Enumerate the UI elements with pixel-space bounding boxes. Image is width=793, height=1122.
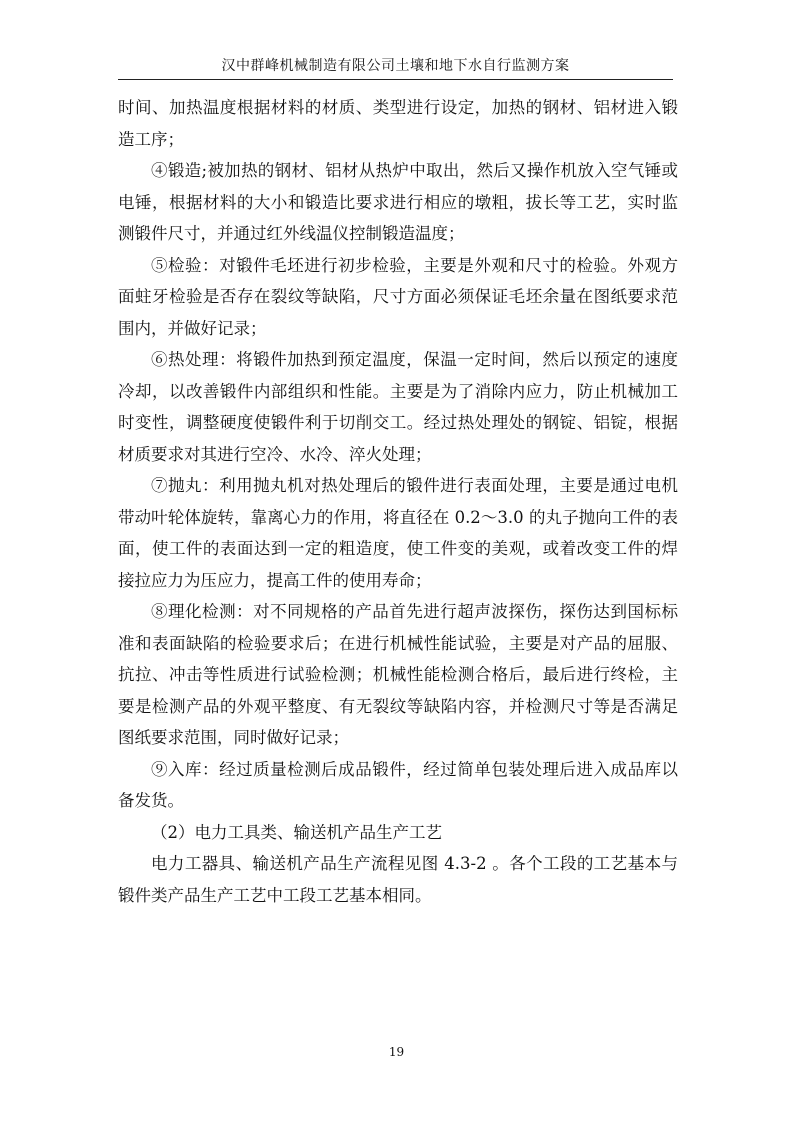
paragraph-continuation: 时间、加热温度根据材料的材质、类型进行设定，加热的钢材、铝材进入锻造工序； <box>118 98 678 149</box>
body-text <box>118 92 678 911</box>
section-heading: （2）电力工具类、输送机产品生产工艺 <box>151 822 442 842</box>
paragraph-shot-blasting: ⑦抛丸：利用抛丸机对热处理后的锻件进行表面处理，主要是通过电机带动叶轮体旋转，靠离心力的作用，将直径在 0.2～3.0 的丸子抛向工件的表面，使工件的表面达到一定的粗造度，使工件变的美观，或着改变工件的焊接拉应力为压应力，提高工件的使用寿命； <box>118 476 678 590</box>
paragraph-forging: ④锻造;被加热的钢材、铝材从热炉中取出，然后又操作机放入空气锤或电锤，根据材料的大小和锻造比要求进行相应的墩粗，拔长等工艺，实时监测锻件尺寸，并通过红外线温仪控制锻造温度； <box>118 161 678 243</box>
paragraph-heat-treatment: ⑥热处理：将锻件加热到预定温度，保温一定时间，然后以预定的速度冷却，以改善锻件内部组织和性能。主要是为了消除内应力，防止机械加工时变性，调整硬度使锻件利于切削交工。经过热处理处的钢锭、铝锭，根据材质要求对其进行空冷、水冷、淬火处理； <box>118 350 678 464</box>
paragraph-warehousing: ⑨入库：经过质量检测后成品锻件，经过简单包装处理后进入成品库以备发货。 <box>118 759 678 810</box>
paragraph-inspection: ⑤检验：对锻件毛坯进行初步检验，主要是外观和尺寸的检验。外观方面蛀牙检验是否存在裂纹等缺陷，尺寸方面必须保证毛坯余量在图纸要求范围内，并做好记录； <box>118 255 678 338</box>
paragraph-physical-chemical-testing: ⑧理化检测：对不同规格的产品首先进行超声波探伤，探伤达到国标标准和表面缺陷的检验要求后；在进行机械性能试验，主要是对产品的屈服、抗拉、冲击等性质进行试验检测；机械性能检测合格后，最后进行终检，主要是检测产品的外观平整度、有无裂纹等缺陷内容，并检测尺寸等是否满足图纸要求范围，同时做好记录； <box>118 602 678 747</box>
header-divider <box>118 79 673 80</box>
page-number: 19 <box>388 1045 405 1059</box>
paragraph-power-tools-process: 电力工器具、输送机产品生产流程见图 4.3-2 。各个工段的工艺基本与锻件类产品生产工艺中工段工艺基本相同。 <box>118 854 678 905</box>
running-header: 汉中群峰机械制造有限公司土壤和地下水自行监测方案 <box>221 58 570 74</box>
